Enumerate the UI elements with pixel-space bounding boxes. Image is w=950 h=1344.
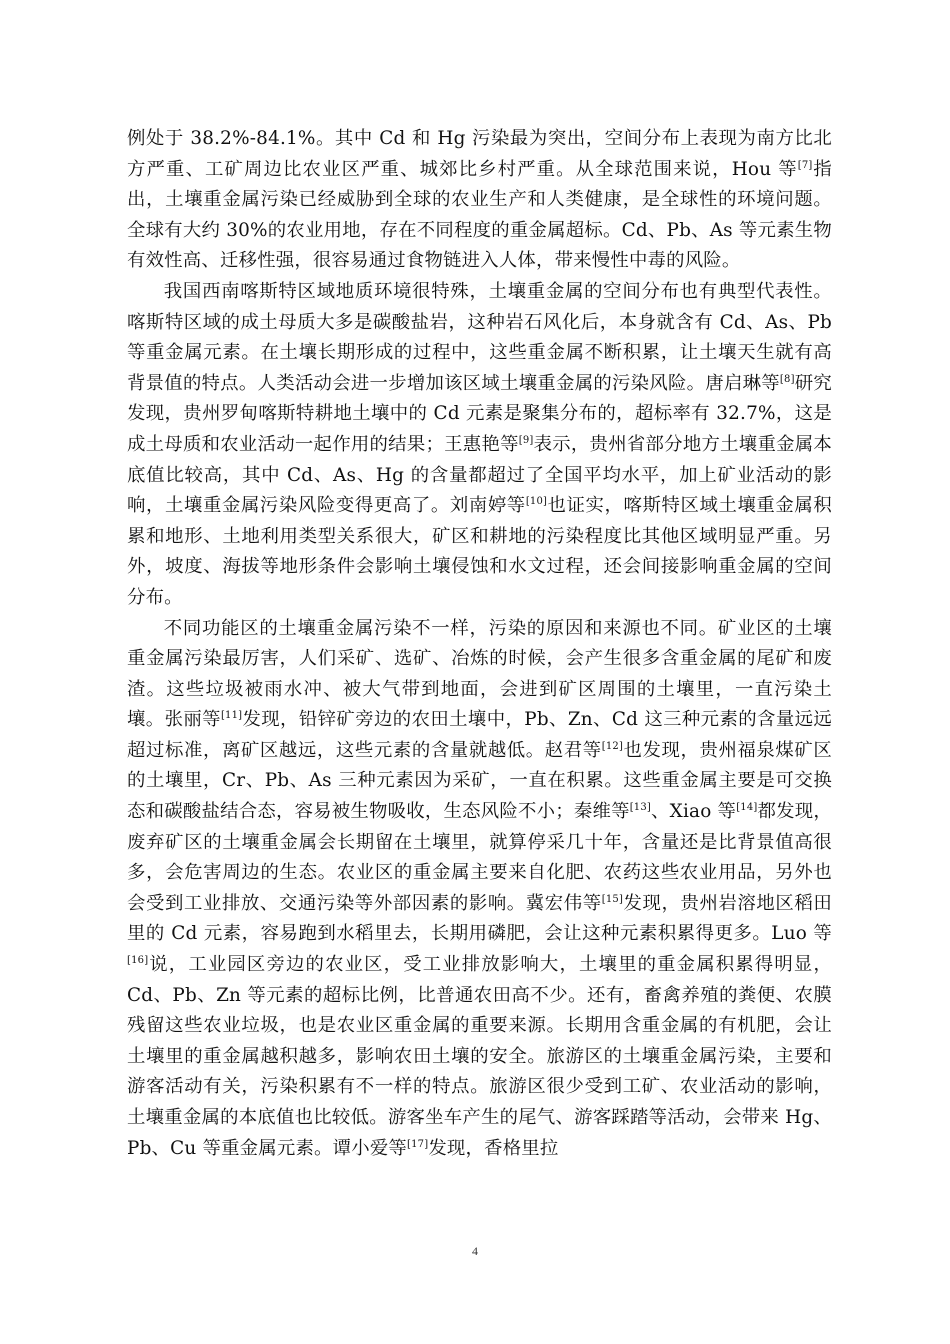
citation-ref: [8] — [779, 373, 795, 385]
citation-ref: [12] — [601, 740, 624, 752]
page-number: 4 — [472, 1244, 478, 1258]
paragraph-text: 表示，贵州省部分地方土壤重金属本底值比较高，其中 Cd、As、Hg 的含量都超过了全国平均水平，加上矿业活动的影响，土壤重金属污染风险变得更高了。刘南婷等 — [127, 433, 833, 517]
citation-ref: [7] — [797, 159, 813, 171]
paragraph-3 — [127, 614, 832, 1165]
citation-ref: [11] — [220, 710, 243, 722]
paragraph-2 — [127, 277, 832, 614]
paragraph-1 — [127, 124, 832, 277]
paragraph-text: 不同功能区的土壤重金属污染不一样，污染的原因和来源也不同。矿业区的土壤重金属污染最厉害，人们采矿、选矿、冶炼的时候，会产生很多含重金属的尾矿和废渣。这些垃圾被雨水冲、被大气带到地面，会进到矿区周围的土壤里，一直污染土壤。张丽等 — [127, 617, 832, 731]
citation-ref: [14] — [736, 802, 758, 814]
citation-ref: [16] — [127, 955, 149, 967]
citation-ref: [17] — [407, 1138, 429, 1150]
citation-ref: [13] — [629, 802, 652, 814]
paragraph-text: 发现，香格里拉 — [428, 1137, 559, 1159]
paragraph-text: 发现，贵州岩溶地区稻田里的 Cd 元素，容易跑到水稻里去，长期用磷肥，会让这种元素积累得更多。Luo 等 — [127, 892, 832, 945]
body-text — [127, 124, 832, 1164]
citation-ref: [9] — [518, 434, 534, 446]
paragraph-text: 发现，铅锌矿旁边的农田土壤中，Pb、Zn、Cd 这三种元素的含量远远超过标准，离矿区越远，这些元素的含量就越低。赵君等 — [127, 709, 832, 761]
paragraph-text: 例处于 38.2%-84.1%。其中 Cd 和 Hg 污染最为突出，空间分布上表现为南方比北方严重、工矿周边比农业区严重、城郊比乡村严重。从全球范围来说，Hou 等 — [127, 128, 832, 180]
paragraph-text: 说，工业园区旁边的农业区，受工业排放影响大，土壤里的重金属积累得明显，Cd、Pb、Zn 等元素的超标比例，比普通农田高不少。还有，畜禽养殖的粪便、农膜残留这些农业垃圾，也是农业区重金属的重要来源。长期用含重金属的有机肥，会让土壤里的重金属越积越多，影响农田土壤的安全。旅游区的土壤重金属污染，主要和游客活动有关，污染积累有不一样的特点。旅游区很少受到工矿、农业活动的影响，土壤重金属的本底值也比较低。游客坐车产生的尾气、游客踩踏等活动，会带来 Hg、Pb、Cu 等重金属元素。谭小爱等 — [127, 954, 832, 1159]
paragraph-text: 我国西南喀斯特区域地质环境很特殊，土壤重金属的空间分布也有典型代表性。喀斯特区域的成土母质大多是碳酸盐岩，这种岩石风化后，本身就含有 Cd、As、Pb 等重金属元素。在土壤长期形成的过程中，这些重金属不断积累，让土壤天生就有高背景值的特点。人类活动会进一步增加该区域土壤重金属的污染风险。唐启琳等 — [127, 280, 832, 394]
paragraph-text: 、Xiao 等 — [651, 801, 737, 823]
paragraph-text: 也发现，贵州福泉煤矿区的土壤里，Cr、Pb、As 三种元素因为采矿，一直在积累。这些重金属主要是可交换态和碳酸盐结合态，容易被生物吸收，生态风险不小；秦维等 — [127, 739, 832, 823]
paragraph-text: 也证实，喀斯特区域土壤重金属积累和地形、土地利用类型关系很大，矿区和耕地的污染程度比其他区域明显严重。另外，坡度、海拔等地形条件会影响土壤侵蚀和水文过程，还会间接影响重金属的空间分布。 — [127, 495, 832, 608]
citation-ref: [15] — [601, 893, 624, 905]
paragraph-text: 指出，土壤重金属污染已经威胁到全球的农业生产和人类健康，是全球性的环境问题。全球有大约 30%的农业用地，存在不同程度的重金属超标。Cd、Pb、As 等元素生物有效性高、迁移性强，很容易通过食物链进入人体，带来慢性中毒的风险。 — [127, 158, 832, 272]
paragraph-text: 研究发现，贵州罗甸喀斯特耕地土壤中的 Cd 元素是聚集分布的，超标率有 32.7%，这是成土母质和农业活动一起作用的结果；王惠艳等 — [127, 372, 832, 455]
paragraph-text: 都发现，废弃矿区的土壤重金属会长期留在土壤里，就算停采几十年，含量还是比背景值高很多，会危害周边的生态。农业区的重金属主要来自化肥、农药这些农业用品，另外也会受到工业排放、交通污染等外部因素的影响。冀宏伟等 — [127, 801, 832, 914]
citation-ref: [10] — [525, 496, 548, 508]
